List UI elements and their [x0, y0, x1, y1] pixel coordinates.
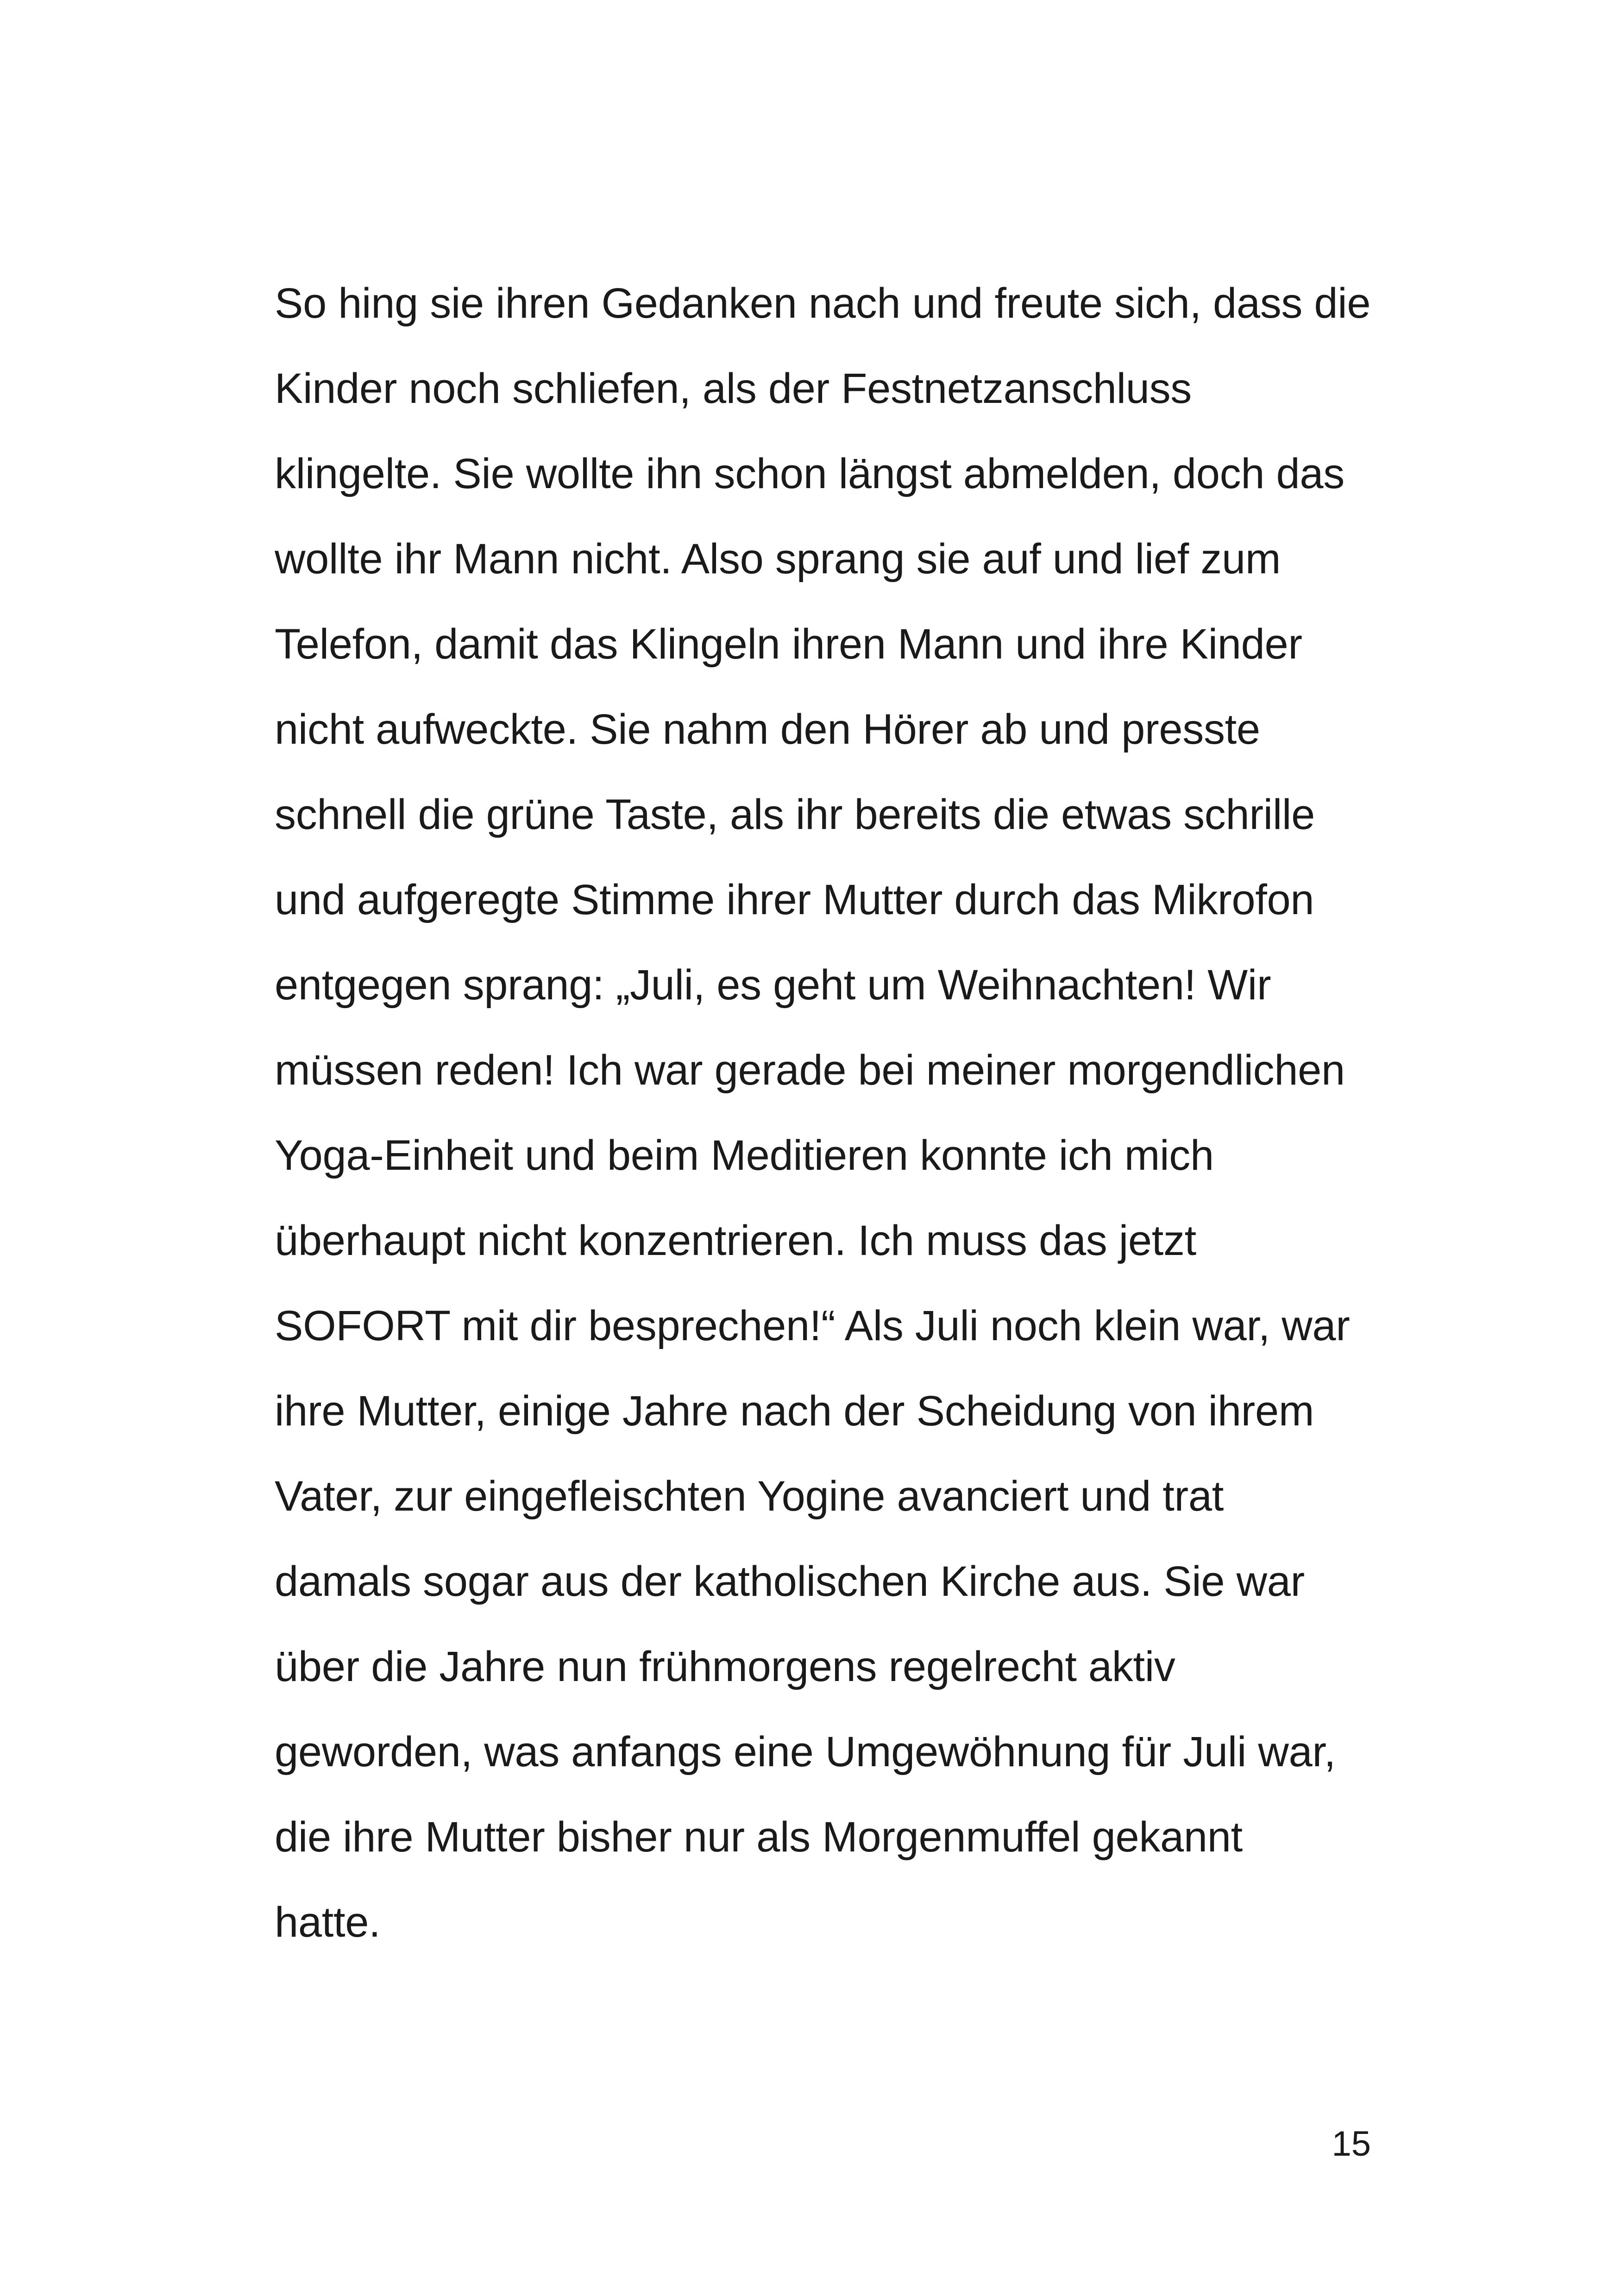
text-line: nicht aufweckte. Sie nahm den Hörer ab und presste	[275, 706, 1260, 753]
text-line: entgegen sprang: „Juli, es geht um Weihnachten! Wir	[275, 961, 1271, 1009]
text-line: klingelte. Sie wollte ihn schon längst abmelden, doch das	[275, 450, 1345, 497]
text-line: Yoga-Einheit und beim Meditieren konnte ich mich	[275, 1132, 1214, 1179]
page-number: 15	[1332, 2124, 1371, 2164]
text-line: So hing sie ihren Gedanken nach und freute sich, dass die	[275, 280, 1371, 327]
text-line: SOFORT mit dir besprechen!“ Als Juli noch klein war, war	[275, 1302, 1350, 1349]
text-line: überhaupt nicht konzentrieren. Ich muss das jetzt	[275, 1217, 1196, 1264]
text-line: die ihre Mutter bisher nur als Morgenmuffel gekannt	[275, 1813, 1243, 1861]
text-line: damals sogar aus der katholischen Kirche aus. Sie war	[275, 1558, 1305, 1605]
text-line: geworden, was anfangs eine Umgewöhnung für Juli war,	[275, 1728, 1336, 1775]
text-line: Vater, zur eingefleischten Yogine avanciert und trat	[275, 1473, 1224, 1520]
text-line: müssen reden! Ich war gerade bei meiner morgendlichen	[275, 1047, 1345, 1094]
text-line: wollte ihr Mann nicht. Also sprang sie auf und lief zum	[275, 535, 1281, 583]
text-line: ihre Mutter, einige Jahre nach der Scheidung von ihrem	[275, 1387, 1314, 1435]
text-line: und aufgeregte Stimme ihrer Mutter durch das Mikrofon	[275, 876, 1314, 923]
text-line: Kinder noch schliefen, als der Festnetzanschluss	[275, 365, 1192, 412]
text-line: schnell die grüne Taste, als ihr bereits die etwas schrille	[275, 791, 1315, 838]
text-line: Telefon, damit das Klingeln ihren Mann und ihre Kinder	[275, 621, 1302, 668]
body-paragraph	[275, 273, 1371, 1977]
text-line: hatte.	[275, 1899, 381, 1946]
text-line: über die Jahre nun frühmorgens regelrecht aktiv	[275, 1643, 1175, 1690]
